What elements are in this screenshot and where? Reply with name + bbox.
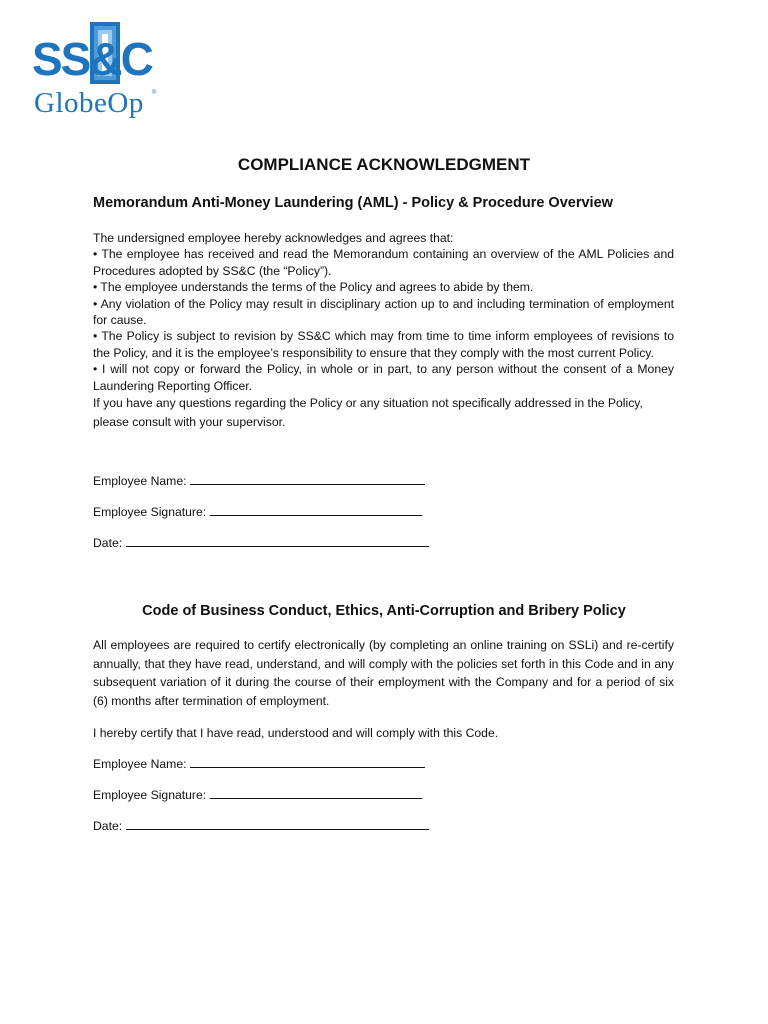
aml-employee-signature-label: Employee Signature: [93,505,207,519]
code-date-line[interactable] [126,818,429,830]
aml-employee-name-field[interactable] [93,473,425,489]
code-employee-signature-line[interactable] [210,787,422,799]
logo-registered-mark: ® [152,90,157,96]
code-of-conduct-certify: I hereby certify that I have read, understood and will comply with this Code. [93,726,499,740]
aml-section-heading: Memorandum Anti-Money Laundering (AML) - Policy & Procedure Overview [93,195,613,211]
code-employee-name-line[interactable] [190,756,425,768]
code-employee-signature-field[interactable] [93,787,422,803]
aml-body [93,230,674,432]
aml-employee-name-line[interactable] [190,473,425,485]
aml-bullet-2: • The employee understands the terms of the Policy and agrees to abide by them. [93,280,534,295]
code-date-field[interactable] [93,818,429,834]
aml-employee-signature-field[interactable] [93,504,422,520]
logo-globeop-text: GlobeOp [34,87,144,119]
aml-bullet-4: • The Policy is subject to revision by SS&C which may from time to time inform employees of revisions to the Policy, and it is the employee’s responsibility to ensure that they comply with the most current Policy. [93,329,674,360]
aml-bullet-3: • Any violation of the Policy may result in disciplinary action up to and including termination of employment for cause. [93,296,674,328]
code-of-conduct-body: All employees are required to certify electronically (by completing an online training on SSLi) and re-certify annually, that they have read, understand, and will comply with the policies set forth in this Code and in any subsequent variation of it during the course of their employment with the Company and for a period of six (6) months after termination of employment. [93,638,674,709]
ssc-globeop-logo [32,20,162,120]
logo-ssc-text: SS&C [32,33,152,85]
aml-date-label: Date: [93,536,123,550]
aml-intro: The undersigned employee hereby acknowledges and agrees that: [93,231,454,245]
aml-date-field[interactable] [93,535,429,551]
aml-bullet-1: • The employee has received and read the Memorandum containing an overview of the AML Policies and Procedures adopted by SS&C (the “Policy”). [93,247,674,278]
aml-bullet-5: • I will not copy or forward the Policy, in whole or in part, to any person without the consent of a Money Laundering Reporting Officer. [93,362,674,393]
aml-date-line[interactable] [126,535,429,547]
aml-employee-name-label: Employee Name: [93,474,187,488]
code-employee-name-label: Employee Name: [93,757,187,771]
aml-closing: If you have any questions regarding the Policy or any situation not specifically addressed in the Policy, please consult with your supervisor. [93,396,643,430]
code-employee-signature-label: Employee Signature: [93,788,207,802]
code-date-label: Date: [93,819,123,833]
aml-employee-signature-line[interactable] [210,504,422,516]
code-employee-name-field[interactable] [93,756,425,772]
page-title: COMPLIANCE ACKNOWLEDGMENT [237,155,531,174]
code-of-conduct-heading: Code of Business Conduct, Ethics, Anti-Corruption and Bribery Policy [142,603,626,619]
